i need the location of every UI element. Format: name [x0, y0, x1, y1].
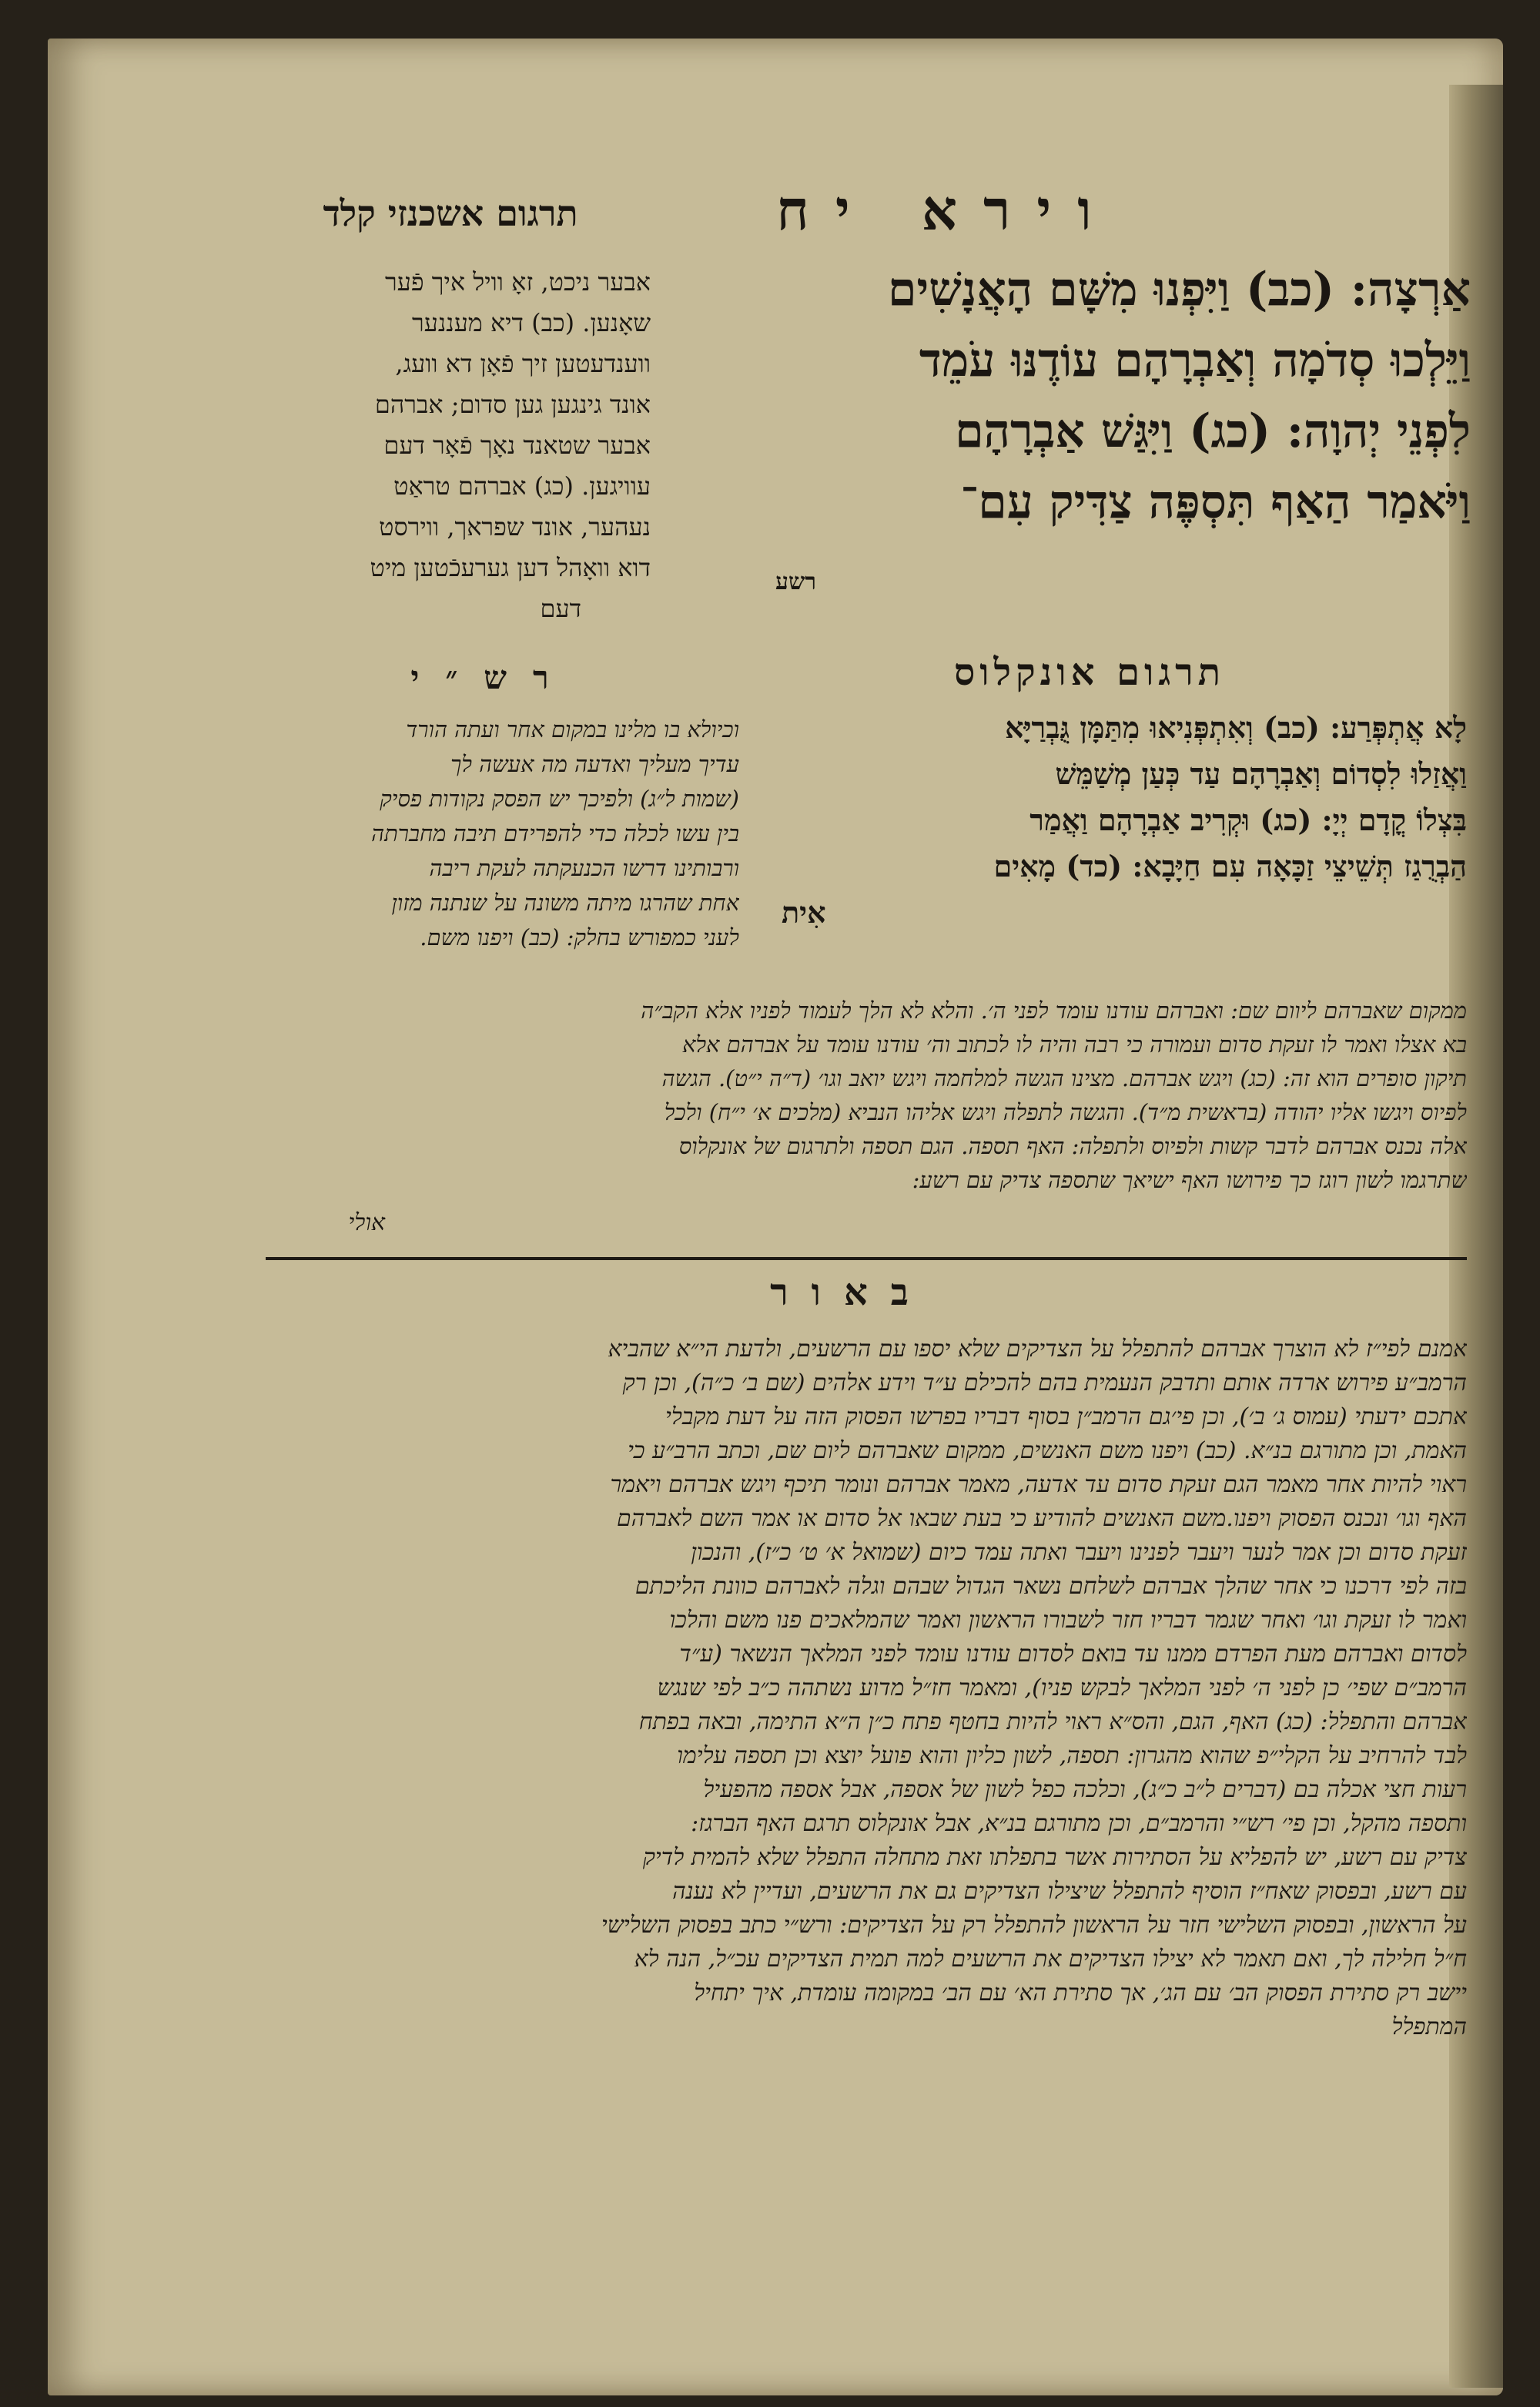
ashkenazi-line: אונד גינגען גען סדום; אברהם	[374, 390, 651, 419]
biur-line: רעות חצי אכלה בם (דברים ל״ב כ״ג), וכלכה כפל לשון של אספה, אבל אספה מהפעיל	[703, 1776, 1467, 1803]
biur-line: אתכם ידעתי (עמוס ג׳ ב׳), וכן פי׳גם הרמב״ן בסוף דבריו בפרשו הפסוק הזה על דעת מקבלי	[665, 1403, 1467, 1430]
rashi-fullwidth-block	[266, 994, 1467, 1194]
onkelos-line: בִּצְלוֹ קֳדָם יְיָ: (כג) וּקְרִיב אַבְרָהָם וַאֲמַר	[1029, 803, 1467, 837]
onkelos-line: לָא אֲתְפְּרַע: (כב) וְאִתְפְּנִיאוּ מִתַּמָּן גֻּבְרַיָּא	[1005, 710, 1467, 745]
rashi-line: (שמות ל״ג) ולפיכך יש הפסק נקודות פסיק	[380, 786, 739, 812]
biur-line: זעקת סדום וכן אמר לנער ויעבר לפנינו ויעבר ואתה עמד כיום (שמואל א׳ ט׳ כ״ז), והנכון	[691, 1539, 1467, 1566]
onkelos-line: הַבְרֻגַז תְּשֵׁיצֵי זַכָּאָה עִם חַיָּבָא: (כד) מָאִים	[993, 849, 1467, 883]
biur-line: לבד להרחיב על הקלי״פ שהוא מהגרון: תספה, לשון כליון והוא פועל יוצא וכן תספה עלימו	[677, 1742, 1467, 1769]
ashkenazi-line: דוא וואָהל דען גערעכֿטען מיט	[370, 553, 651, 582]
onkelos-block	[766, 705, 1467, 990]
biur-line: על הראשון, ובפסוק השלישי חזר על הראשון להתפלל רק על הצדיקים: ורש״י כתב בפסוק השלישי	[601, 1912, 1467, 1939]
rashi-line: ממקום שאברהם ליוום שם: ואברהם עודנו עומד לפני ה׳. והלא לא הלך לעמוד לפניו אלא הקב״ה	[641, 997, 1467, 1024]
rashi-line: אחת שהרגו מיתה משונה על שנתנה מזון	[391, 890, 739, 916]
ashkenazi-line: נעהער, אונד שפראך, ווירסט	[379, 512, 651, 541]
biur-line: ח״ל חלילה לך, ואם תאמר לא יצילו הצדיקים את הרשעים למה תמית הצדיקים עכ״ל, הנה לא	[634, 1946, 1467, 1973]
biur-line: עם רשע, ובפסוק שאח״ז הוסיף להתפלל שיצילו הצדיקים גם את הרשעים, ועדיין לא נענה	[672, 1878, 1467, 1905]
rashi-line: בין עשו לכלה כדי להפרידם תיבה מחברתה	[371, 820, 739, 846]
ashkenazi-line: ווענדעטען זיך פֿאָן דא וועג,	[395, 349, 651, 378]
biur-line: ראוי להיות אחר מאמר הגם זעקת סדום עד אדעה, מאמר אברהם ונומר תיכף ויגש אברהם ויאמר	[610, 1471, 1467, 1498]
torah-line: וַיֹּאמַר הַאַף תִּסְפֶּה צַדִּיק עִם־	[960, 475, 1471, 529]
ashkenazi-catchword: דעם	[540, 594, 581, 623]
biur-line: יישב רק סתירת הפסוק הב׳ עם הג׳, אך סתירת הא׳ עם הב׳ במקומה עומדת, איך יתחיל	[694, 1980, 1467, 2006]
targum-ashkenazi-block	[262, 262, 651, 678]
biur-line: אברהם והתפלל: (כג) האף, הגם, והס״א ראוי להיות בחטף פתח כ״ן ה״א התימה, ובאה בפתח	[638, 1708, 1467, 1735]
biur-line: בזה לפי דרכנו כי אחר שהלך אברהם לשלחם נשאר הגדול שבהם וגלה לאברהם כוונת הליכתם	[634, 1573, 1467, 1600]
rashi-catchword: אולי	[348, 1209, 385, 1236]
biur-line: אמנם לפי״ז לא הוצרך אברהם להתפלל על הצדיקים שלא יספו עם הרשעים, ולדעת הי״א שהביא	[608, 1336, 1467, 1363]
biur-line: האמת, וכן מתורגם בנ״א. (כב) ויפנו משם האנשים, ממקום שאברהם ליום שם, וכתב הרב״ע כי	[628, 1437, 1467, 1464]
biur-title: באור	[770, 1271, 932, 1314]
biur-line: ותספה מהקל, וכן פי׳ רש״י והרמב״ם, וכן מתורגם בנ״א, אבל אונקלוס תרגם האף הברגז:	[691, 1810, 1467, 1837]
rashi-block	[266, 712, 739, 997]
rashi-line: ורבותינו דרשו הכנעקתה לעקת ריבה	[429, 855, 739, 881]
ashkenazi-line: אבער ניכט, זאָ וויל איך פֿער	[384, 267, 651, 297]
torah-line: לִפְנֵי יְהוָה: (כג) וַיִּגַּשׁ אַבְרָהָם	[955, 404, 1471, 458]
biur-line: המתפלל	[1391, 2013, 1467, 2040]
torah-line: וַיֵּלְכוּ סְדֹמָה וְאַבְרָהָם עוֹדֶנּוּ עֹמֵד	[919, 334, 1471, 387]
rashi-title: רש״י	[410, 659, 575, 696]
rashi-line: עדיך מעליך ואדעה מה אעשה לך	[450, 751, 739, 777]
ashkenazi-line: שאָנען. (כב) דיא מעננער	[412, 308, 651, 337]
biur-line: צדיק עם רשע, יש להפליא על הסתירות אשר בתפלתו זאת מתחלה התפלל שלא להמית לדיק	[642, 1844, 1467, 1871]
biur-line: ואמר לו זעקת וגו׳ ואחר שגמר דבריו חזר לשבורו הראשון ואמר שהמלאכים פנו משם והלכו	[669, 1607, 1467, 1634]
rashi-line: לפיוס ויגשו אליו יהודה (בראשית מ״ד). והגשה לתפלה ויגש אליהו הנביא (מלכים א׳ י״ח) ולכל	[664, 1099, 1467, 1125]
torah-text-block	[674, 254, 1471, 562]
ashkenazi-line: אבער שטאנד נאָך פֿאָר דעם	[383, 431, 651, 460]
torah-line: אַרְצָה: (כב) וַיִּפְנוּ מִשָּׁם הָאֲנָשִׁים	[888, 263, 1471, 317]
onkelos-title: תרגום אונקלוס	[953, 651, 1226, 694]
rashi-line: אלה נכנס אברהם לדבר קשות ולפיוס ולתפלה: האף תספה. הגם תספה ולתרגום של אונקלוס	[678, 1133, 1467, 1159]
biur-block	[266, 1333, 1467, 2288]
onkelos-line: וַאֲזַלוּ לִסְדוֹם וְאַבְרָהָם עַד כְּעַן מְשַׁמֵּשׁ	[1055, 756, 1467, 791]
running-header-targum-ashkenazi: תרגום אשכנזי קלד	[323, 193, 578, 234]
rashi-line: לעני כמפורש בחלק: (כב) ויפנו משם.	[420, 924, 739, 950]
biur-line: הרמב״ע פירוש ארדה אותם ותדבק הנעמית בהם להכילם ע״ד וידע אלהים (שם ב׳ כ״ה), וכן רק	[622, 1369, 1467, 1396]
rashi-line: תיקון סופרים הוא זה: (כג) ויגש אברהם. מצינו הגשה למלחמה ויגש יואב וגו׳ (ד״ה י״ט). הגשה	[661, 1065, 1467, 1091]
rashi-line: שתרגמו לשון רוגז כך פירושו האף ישיאך שתספה צדיק עם רשע:	[912, 1167, 1467, 1193]
rashi-line: וכיולא בו מלינו במקום אחר ועתה הורד	[406, 716, 739, 743]
biur-line: הרמב״ם שפי׳ כן לפני ה׳ לפני המלאך לבקש פניו), ומאמר חז״ל מדוע נשתהה כ״ב לפי שנגש	[657, 1675, 1467, 1701]
rashi-line: בא אצלו ואמר לו זעקת סדום ועמורה כי רבה והיה לו לכתוב וה׳ עודנו עומד על אברהם אלא	[682, 1031, 1467, 1058]
section-divider	[266, 1257, 1467, 1260]
biur-line: האף וגו׳ ונכנס הפסוק ויפנו.משם האנשים להודיע כי בעת שבאו אל סדום או אמר השם לאברהם	[617, 1505, 1467, 1532]
biur-line: לסדום ואברהם מעת הפרדם ממנו עד בואם לסדום עודנו עומד לפני המלאך הנשאר (ע״ד	[679, 1641, 1467, 1668]
running-header-parsha: וירא יח	[776, 177, 1118, 243]
torah-catchword: רשע	[775, 568, 816, 595]
onkelos-catchword: אִית	[782, 895, 826, 930]
ashkenazi-line: עוויגען. (כג) אברהם טראַט	[393, 471, 651, 501]
